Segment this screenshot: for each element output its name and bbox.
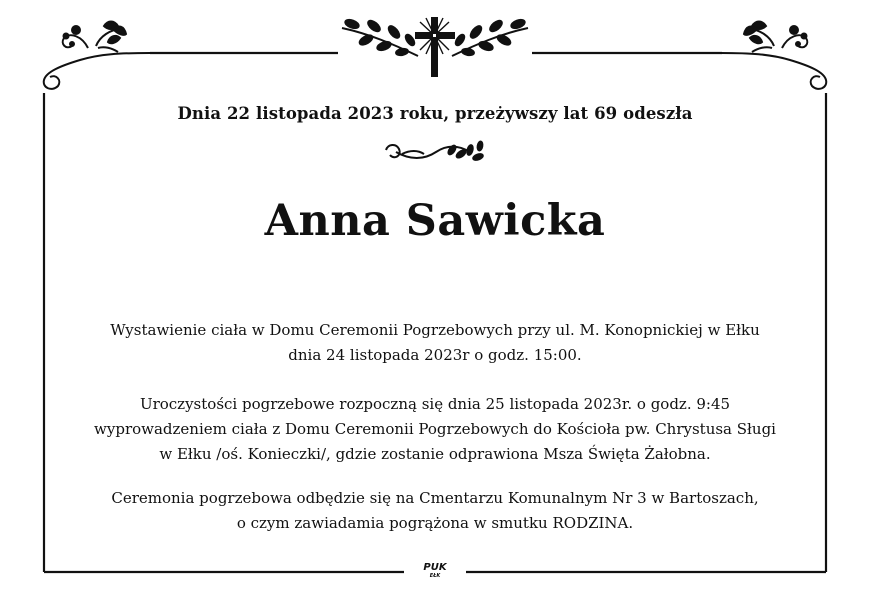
puk-logo: [410, 563, 460, 579]
death-date-headline: Dnia 22 listopada 2023 roku, przeżywszy lat 69 odeszła: [177, 104, 693, 123]
paragraph-line: wyprowadzeniem ciała z Domu Ceremonii Pogrzebowych do Kościoła pw. Chrystusa Sługi: [94, 420, 776, 438]
burial-paragraph: [50, 486, 820, 536]
paragraph-line: Wystawienie ciała w Domu Ceremonii Pogrzebowych przy ul. M. Konopnickiej w Ełku: [110, 321, 760, 339]
deceased-name: Anna Sawicka: [264, 196, 606, 246]
paragraph-line: Uroczystości pogrzebowe rozpoczną się dnia 25 listopada 2023r. o godz. 9:45: [139, 395, 731, 413]
paragraph-line: w Ełku /oś. Konieczki/, gdzie zostanie odprawiona Msza Święta Żałobna.: [159, 445, 711, 463]
logo-line-1: PUK: [423, 562, 447, 573]
logo-line-2: EŁK: [429, 573, 441, 579]
laurel-branch-right-icon: [452, 18, 528, 56]
divider-flourish-icon: [386, 141, 484, 161]
viewing-paragraph: [50, 318, 820, 368]
funeral-paragraph: [50, 392, 820, 467]
laurel-branch-left-icon: [342, 18, 418, 56]
paragraph-line: dnia 24 listopada 2023r o godz. 15:00.: [288, 346, 582, 364]
paragraph-line: Ceremonia pogrzebowa odbędzie się na Cmentarzu Komunalnym Nr 3 w Bartoszach,: [111, 489, 759, 507]
corner-flourish-right-icon: [720, 22, 826, 89]
paragraph-line: o czym zawiadamia pogrążona w smutku RODZINA.: [236, 514, 634, 532]
corner-flourish-left-icon: [44, 22, 150, 89]
cross-icon: [415, 17, 455, 77]
